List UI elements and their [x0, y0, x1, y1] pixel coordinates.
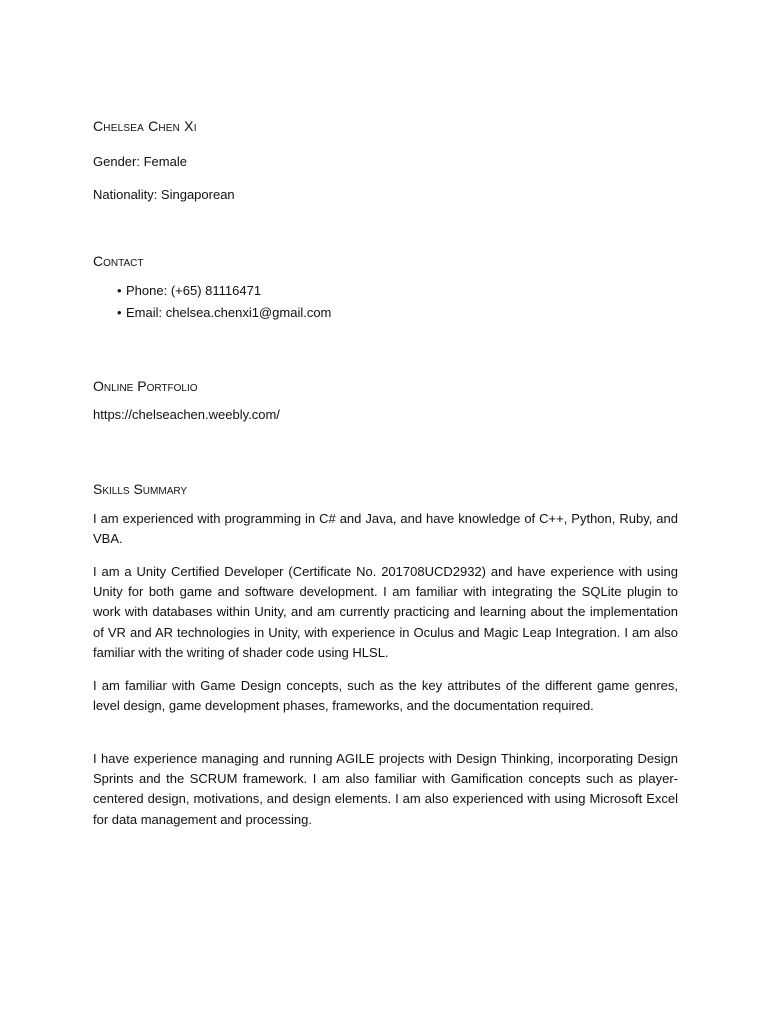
portfolio-url: https://chelseachen.weebly.com/	[93, 407, 280, 422]
phone-text: Phone: (+65) 81116471	[126, 283, 262, 298]
skills-paragraph: I am familiar with Game Design concepts, such as the key attributes of the different game genres, level design, game development phases, frameworks, and the documentation required.	[93, 678, 678, 714]
skills-paragraph: I am a Unity Certified Developer (Certificate No. 201708UCD2932) and have experience with using Unity for both game and software development. I am familiar with integrating the SQLite plugin to work with databases within Unity, and am currently practicing and learning about the implementation of VR and AR technologies in Unity, with experience in Oculus and Magic Leap Integration. I am also familiar with the writing of shader code using HLSL.	[93, 564, 678, 660]
contact-item-phone	[117, 280, 331, 302]
portfolio-heading: Online Portfolio	[93, 378, 198, 394]
bullet-icon: •	[117, 283, 122, 298]
candidate-name: Chelsea Chen Xi	[93, 118, 197, 134]
contact-list	[117, 280, 331, 324]
bullet-icon: •	[117, 305, 122, 320]
gender-line: Gender: Female	[93, 154, 187, 169]
contact-item-email	[117, 302, 331, 324]
skills-paragraph: I am experienced with programming in C# and Java, and have knowledge of C++, Python, Ruby, and VBA.	[93, 511, 678, 547]
nationality-line: Nationality: Singaporean	[93, 187, 235, 202]
contact-heading: Contact	[93, 253, 144, 269]
email-text: Email: chelsea.chenxi1@gmail.com	[126, 305, 332, 320]
skills-paragraph: I have experience managing and running AGILE projects with Design Thinking, incorporating Design Sprints and the SCRUM framework. I am also familiar with Gamification concepts such as player-centered design, motivations, and design elements. I am also experienced with using Microsoft Excel for data management and processing.	[93, 751, 678, 827]
skills-heading: Skills Summary	[93, 481, 188, 497]
